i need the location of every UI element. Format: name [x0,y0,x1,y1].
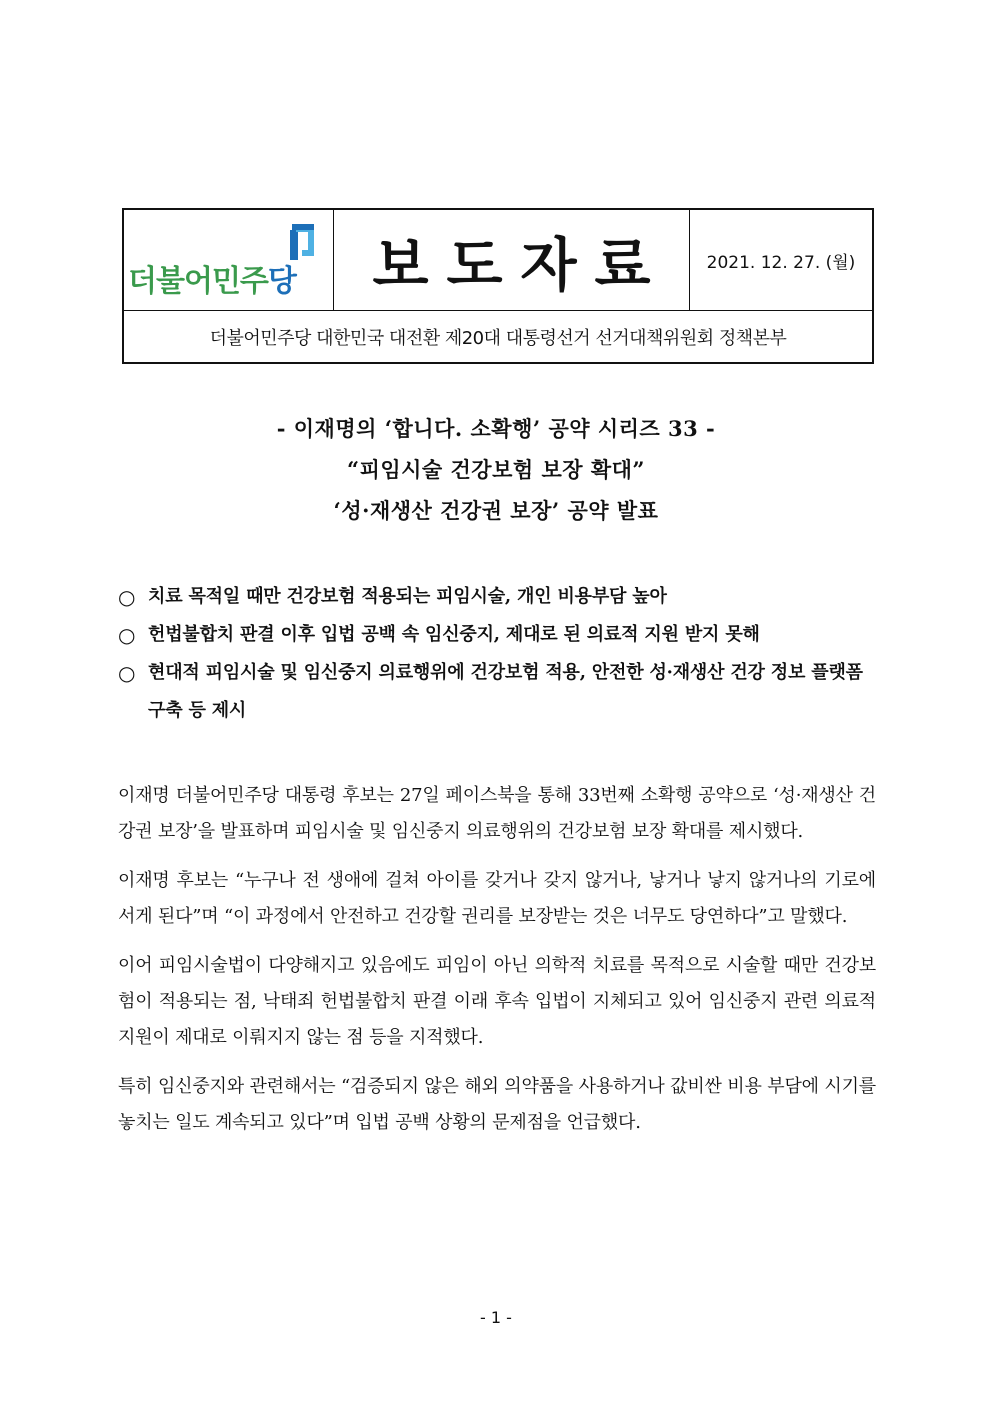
bullet-text: 헌법불합치 판결 이후 입법 공백 속 임신중지, 제대로 된 의료적 지원 받지 못해 [148,624,760,645]
page-number: - 1 - [480,1308,512,1327]
issuing-organization: 더불어민주당 대한민국 대전환 제20대 대통령선거 선거대책위원회 정책본부 [209,328,787,349]
title-cell [334,210,690,310]
bullet-circle-icon: ○ [118,585,136,609]
bullet-item [118,616,878,654]
header-top-row [124,210,872,311]
headline-main: “피임시술 건강보험 보장 확대” [346,457,646,482]
body-text [118,778,876,1154]
logo-text-main: 더불어민주 [128,264,268,299]
body-paragraph: 이재명 더불어민주당 대통령 후보는 27일 페이스북을 통해 33번째 소확행 공약으로 ‘성·재생산 건강권 보장’을 발표하며 피임시술 및 임신중지 의료행위의 건강보험 보장 확대를 제시했다. [118,785,876,842]
party-logo-text [128,256,296,300]
bullet-circle-icon: ○ [118,661,136,685]
release-date: 2021. 12. 27. (월) [706,252,856,273]
bullet-circle-icon: ○ [118,623,136,647]
body-paragraph: 이재명 후보는 “누구나 전 생애에 걸쳐 아이를 갖거나 갖지 않거나, 낳거나 낳지 않거나의 기로에 서게 된다”며 “이 과정에서 안전하고 건강할 권리를 보장받는 것은 너무도 당연하다”고 말했다. [118,870,876,927]
headline-sub: ‘성·재생산 건강권 보장’ 공약 발표 [333,498,659,523]
page-title: 보도자료 [372,231,669,299]
bullet-text: 치료 목적일 때만 건강보험 적용되는 피임시술, 개인 비용부담 높아 [148,586,667,607]
body-paragraph: 특히 임신중지와 관련해서는 “검증되지 않은 해외 의약품을 사용하거나 값비싼 비용 부담에 시기를 놓치는 일도 계속되고 있다”며 입법 공백 상황의 문제점을 언급했다. [118,1076,876,1133]
press-release-header [122,208,874,364]
summary-bullets [118,578,878,730]
logo-text-end: 당 [267,264,296,299]
body-paragraph: 이어 피임시술법이 다양해지고 있음에도 피임이 아닌 의학적 치료를 목적으로 시술할 때만 건강보험이 적용되는 점, 낙태죄 헌법불합치 판결 이래 후속 입법이 지체되고 있어 임신중지 관련 의료적 지원이 제대로 이뤄지지 않는 점 등을 지적했다. [118,955,876,1048]
bullet-item [118,654,878,730]
party-logo [124,210,334,310]
bullet-text: 현대적 피임시술 및 임신중지 의료행위에 건강보험 적용, 안전한 성·재생산 건강 정보 플랫폼 구축 등 제시 [148,662,863,721]
headline-block [0,408,992,531]
headline-series: - 이재명의 ‘합니다. 소확행’ 공약 시리즈 33 - [276,416,716,441]
bullet-item [118,578,878,616]
